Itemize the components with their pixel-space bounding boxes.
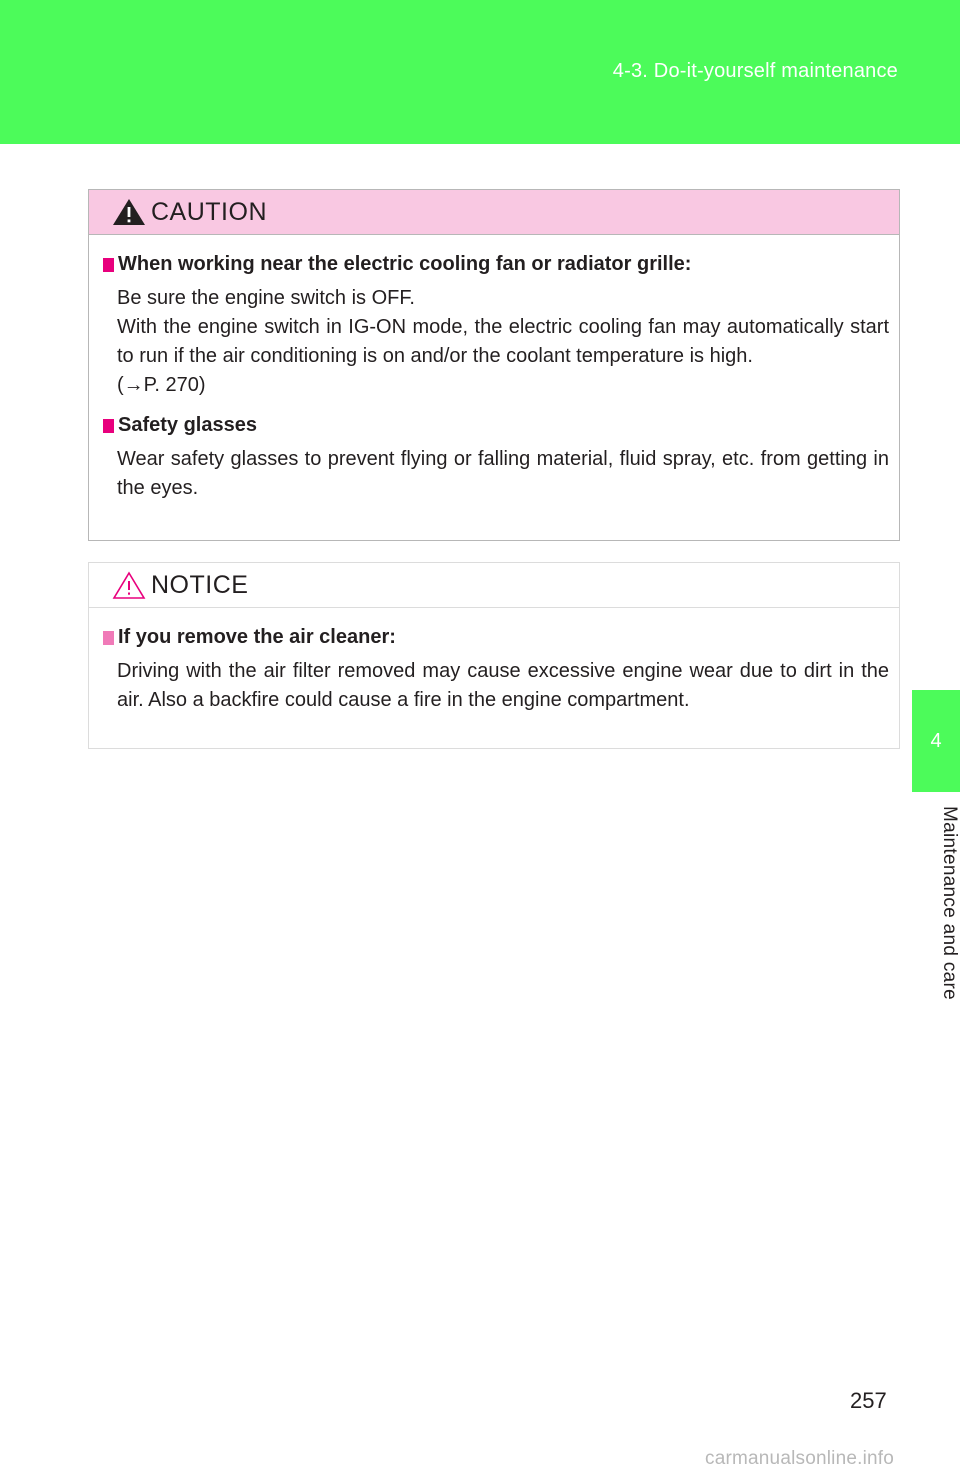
section-title: 4-3. Do-it-yourself maintenance [612, 60, 898, 82]
notice-item-text [103, 657, 889, 715]
chapter-label: Maintenance and care [939, 806, 960, 1001]
notice-item-title-text: If you remove the air cleaner: [118, 626, 396, 648]
square-bullet-icon [103, 258, 114, 272]
notice-line: Driving with the air filter removed may cause excessive engine wear due to dirt in the air. Also a backfire could cause a fire in the engine compartment. [117, 660, 889, 711]
caution-header [89, 190, 899, 235]
notice-header [89, 563, 899, 608]
caution-item-text [103, 445, 889, 503]
square-bullet-icon [103, 631, 114, 645]
caution-item-title-text: When working near the electric cooling fan or radiator grille: [118, 253, 692, 275]
notice-box [88, 562, 900, 749]
notice-heading: NOTICE [151, 570, 249, 599]
caution-item-title [103, 414, 889, 437]
caution-line: With the engine switch in IG-ON mode, the electric cooling fan may automatically start to run if the air conditioning is on and/or the coolant temperature is high. [117, 316, 889, 367]
caution-box [88, 189, 900, 541]
caution-body [89, 235, 899, 503]
caution-item-title [103, 253, 889, 276]
page-number: 257 [850, 1388, 887, 1413]
caution-item-title-text: Safety glasses [118, 414, 257, 436]
chapter-number: 4 [930, 729, 942, 752]
caution-item-safety-glasses [103, 414, 889, 503]
watermark: carmanualsonline.info [705, 1448, 895, 1469]
chapter-tab [912, 690, 960, 792]
caution-heading: CAUTION [151, 197, 267, 226]
page-reference: (→P. 270) [117, 374, 206, 396]
notice-body [89, 608, 899, 715]
caution-line: Be sure the engine switch is OFF. [117, 287, 415, 309]
square-bullet-icon [103, 419, 114, 433]
notice-item-air-cleaner [103, 626, 889, 715]
caution-item-cooling-fan [103, 253, 889, 400]
caution-line: Wear safety glasses to prevent flying or falling material, fluid spray, etc. from getting in the eyes. [117, 448, 889, 499]
notice-item-title [103, 626, 889, 649]
warning-filled-icon [111, 197, 147, 227]
warning-outline-icon [111, 570, 147, 600]
caution-item-text [103, 284, 889, 400]
